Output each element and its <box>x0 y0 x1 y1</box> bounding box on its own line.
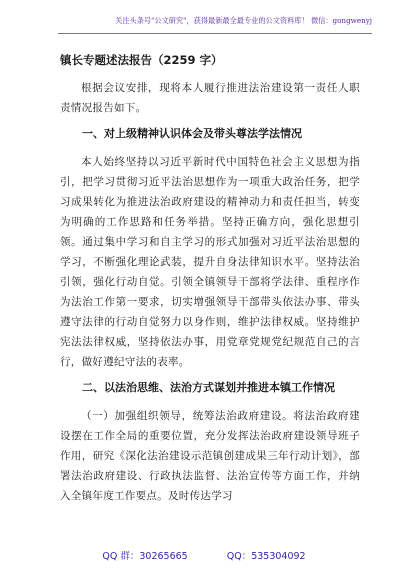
footer-contact <box>0 548 408 562</box>
qq-number: QQ：535304092 <box>226 551 306 562</box>
intro-paragraph: 根据会议安排，现将本人履行推进法治建设第一责任人职责情况报告如下。 <box>60 82 360 114</box>
qq-group-number: QQ 群：30265665 <box>102 551 188 562</box>
section-1-paragraph: 本人始终坚持以习近平新时代中国特色社会主义思想为指引，把学习贯彻习近平法治思想作为一项重大政治任务，把学习成果转化为推进法治政府建设的精神动力和责任担当，转变为明确的工作思路和任务举措。坚持正确方向，强化思想引领。通过集中学习和自主学习的形式加强对习近平法治思想的学习，不断强化理论武装，提升自身法律知识水平。坚持法治引领，强化行动自觉。引领全镇领导干部将学法律、重程序作为法治工作第一要求，切实增强领导干部带头依法办事、带头遵守法律的行动自觉努力以身作则，维护法律权威。坚持维护宪法法律权威，坚持依法办事，用党章党规党纪规范自己的言行，做好遵纪守法的表率。 <box>60 156 360 368</box>
header-divider <box>58 33 372 34</box>
section-2-paragraph: （一）加强组织领导，统筹法治政府建设。将法治政府建设摆在工作全局的重要位置，充分发挥法治政府建设领导班子作用，研究《深化法治建设示范镇创建成果三年行动计划》，部署法治政府建设、行政执法监督、法治宣传等方面工作，并纳入全镇年度工作要点。及时传达学习 <box>60 410 360 502</box>
header-note: 关注头条号"公文研究"，获得最新最全最专业的公文资料库！ 微信：gongwenyj <box>115 16 372 25</box>
section-1-heading: 一、对上级精神认识体会及带头尊法学法情况 <box>82 127 302 140</box>
document-body <box>60 52 360 512</box>
document-title: 镇长专题述法报告（2259 字） <box>60 53 223 67</box>
section-2-heading: 二、以法治思维、法治方式谋划并推进本镇工作情况 <box>82 381 335 394</box>
